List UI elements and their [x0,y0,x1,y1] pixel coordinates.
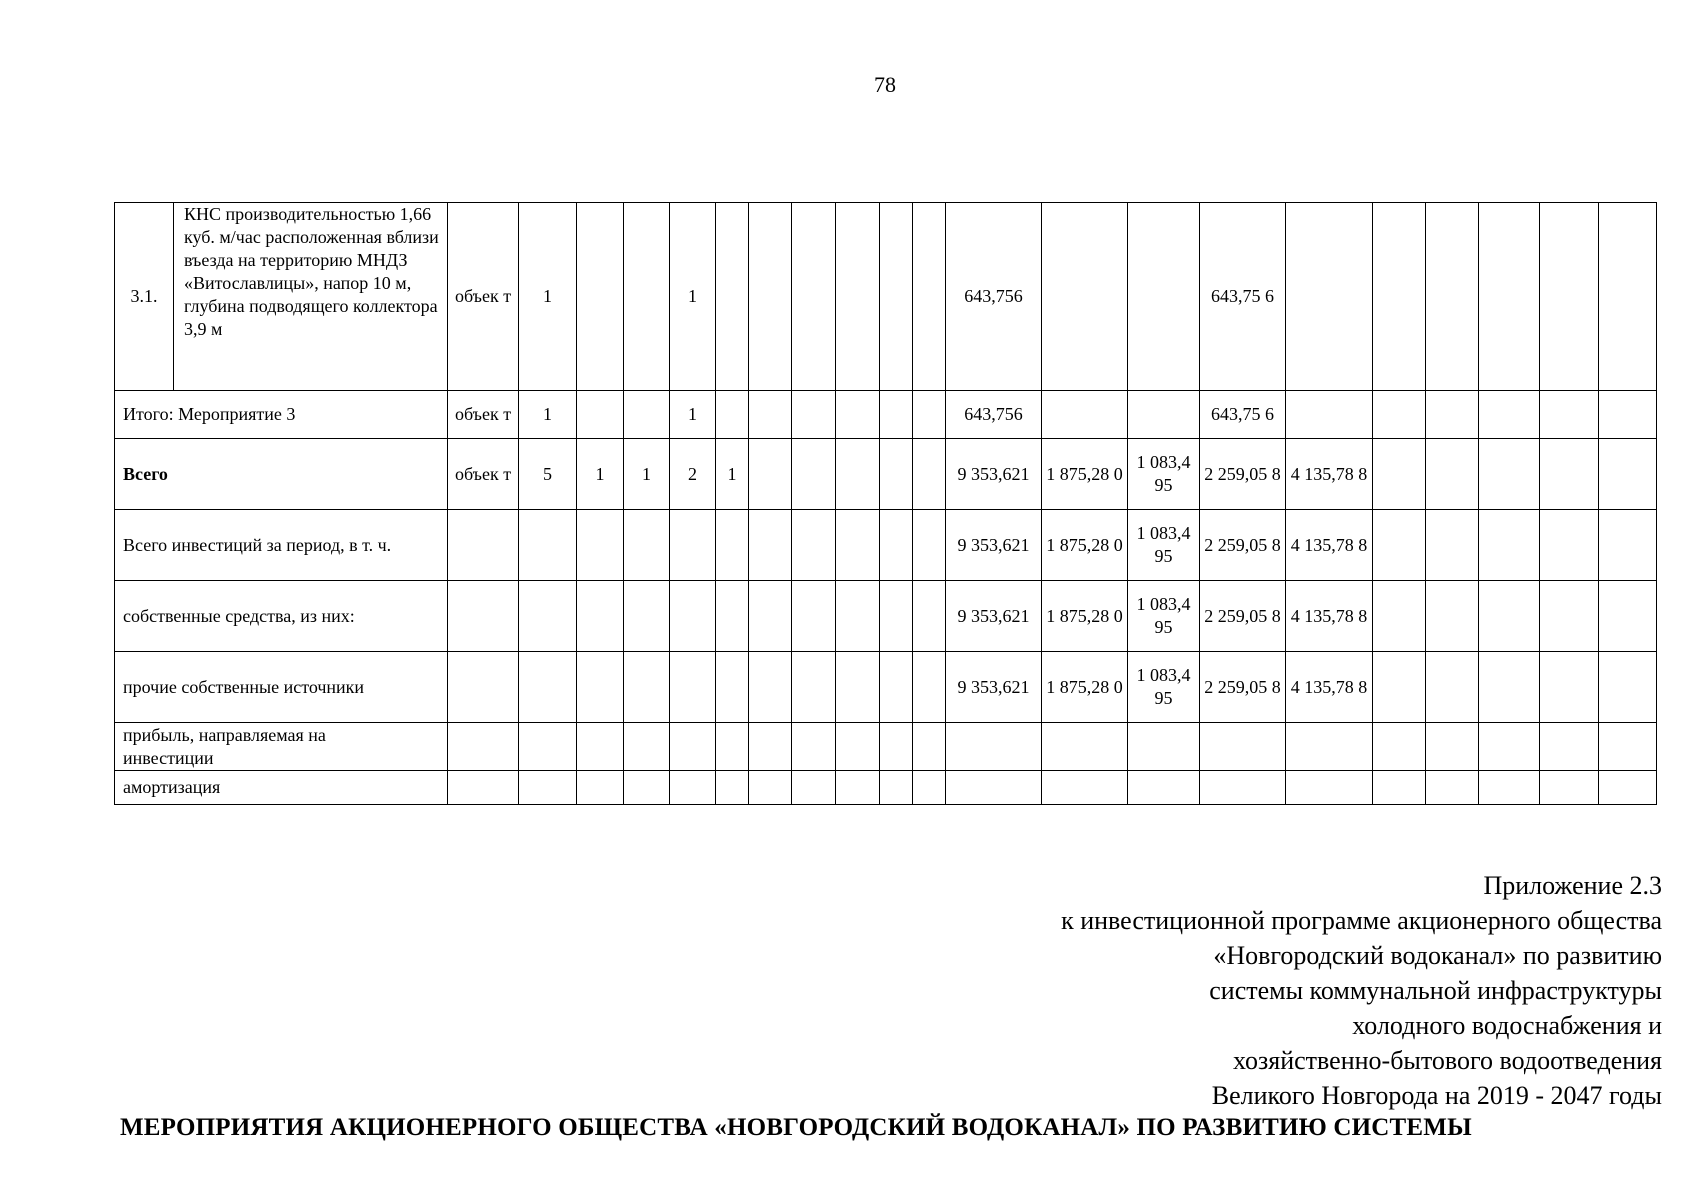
year-value-cell: 1 083,4 95 [1128,581,1200,652]
row-label: Всего инвестиций за период, в т. ч. [115,510,448,581]
year-value-cell: 1 875,28 0 [1042,439,1128,510]
appendix-line: хозяйственно-бытового водоотведения [1232,1046,1662,1075]
total-cell: 9 353,621 [946,439,1042,510]
year-value-cell: 1 083,4 95 [1128,652,1200,723]
year-value-cell: 4 135,78 8 [1286,510,1373,581]
section-heading: МЕРОПРИЯТИЯ АКЦИОНЕРНОГО ОБЩЕСТВА «НОВГОРОДСКИЙ ВОДОКАНАЛ» ПО РАЗВИТИЮ СИСТЕМЫ [120,1114,1472,1141]
year-value-cell: 2 259,05 8 [1200,510,1286,581]
table-row-itogo [115,391,1657,439]
investment-table [114,202,1657,805]
row-label: Итого: Мероприятие 3 [115,391,448,439]
unit-cell: объек т [448,439,519,510]
appendix-block [1061,868,1662,1113]
appendix-line: холодного водоснабжения и [1352,1011,1662,1040]
row-number: 3.1. [115,203,174,391]
table-row-own-funds [115,581,1657,652]
page-number: 78 [874,72,896,97]
row-label: собственные средства, из них: [115,581,448,652]
row-label: прибыль, направляемая на инвестиции [115,723,448,771]
table-row-vsego [115,439,1657,510]
year-value-cell: 4 135,78 8 [1286,652,1373,723]
table-row-profit [115,723,1657,771]
year-value-cell: 1 875,28 0 [1042,581,1128,652]
count-cell: 5 [519,439,577,510]
count-cell: 1 [519,391,577,439]
year-value-cell: 1 875,28 0 [1042,510,1128,581]
count-cell: 1 [670,203,716,391]
unit-cell: объек т [448,203,519,391]
total-cell: 643,756 [946,203,1042,391]
count-cell: 1 [519,203,577,391]
row-label: прочие собственные источники [115,652,448,723]
year-value-cell: 643,75 6 [1200,391,1286,439]
year-value-cell: 2 259,05 8 [1200,652,1286,723]
year-value-cell: 2 259,05 8 [1200,581,1286,652]
total-cell: 9 353,621 [946,652,1042,723]
year-value-cell: 2 259,05 8 [1200,439,1286,510]
count-cell: 1 [624,439,670,510]
row-label: амортизация [115,771,448,805]
total-cell: 9 353,621 [946,581,1042,652]
year-value-cell: 4 135,78 8 [1286,439,1373,510]
count-cell: 1 [670,391,716,439]
total-cell: 9 353,621 [946,510,1042,581]
table-row-other-sources [115,652,1657,723]
row-label: Всего [115,439,448,510]
measure-description: КНС производительностью 1,66 куб. м/час расположенная вблизи въезда на территорию МНДЗ «Витославлицы», напор 10 м, глубина подводящего коллектора 3,9 м [174,203,448,391]
count-cell: 1 [577,439,624,510]
appendix-line: «Новгородский водоканал» по развитию [1213,941,1662,970]
table-row-3-1 [115,203,1657,391]
appendix-line: к инвестиционной программе акционерного общества [1061,906,1662,935]
table-row-amortization [115,771,1657,805]
count-cell: 1 [716,439,749,510]
table-row-investments [115,510,1657,581]
appendix-line: системы коммунальной инфраструктуры [1209,976,1662,1005]
appendix-line: Великого Новгорода на 2019 - 2047 годы [1211,1081,1662,1110]
appendix-line: Приложение 2.3 [1483,871,1662,900]
unit-cell: объек т [448,391,519,439]
year-value-cell: 1 083,4 95 [1128,439,1200,510]
year-value-cell: 1 875,28 0 [1042,652,1128,723]
total-cell: 643,756 [946,391,1042,439]
year-value-cell: 4 135,78 8 [1286,581,1373,652]
year-value-cell: 643,75 6 [1200,203,1286,391]
year-value-cell: 1 083,4 95 [1128,510,1200,581]
count-cell: 2 [670,439,716,510]
